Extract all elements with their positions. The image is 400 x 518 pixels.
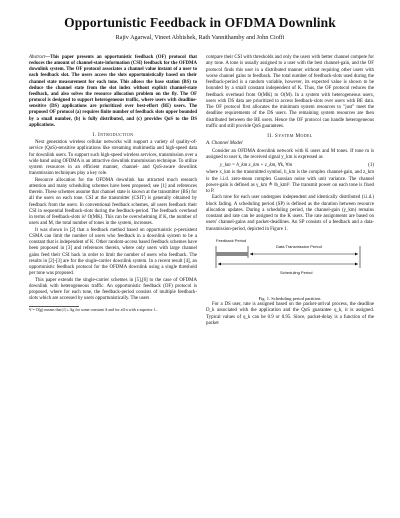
section-heading-system-model: II. System Model [267,133,313,139]
feedback-period-label: Feedback Period [216,237,247,243]
figure-caption: Fig. 1. Scheduling period partition. [258,295,322,301]
subsection-heading-channel-model: A. Channel Model [206,141,243,147]
paragraph: compare their CSI with thresholds and only the users with better channel compete for any tone. A tone is usually assigned to a user with the best channel-gain, and the OF protocol finds this user in a distributed manner without requiring other users with worse channel gains to feedback. The total number of feedback-slots used during the feedback-period is a random variable, however, its expected value is shown to be bounded by a small constant independent of K. Thus, the OF protocol reduces the feedback overhead from O(MK) to O(M). In a system with heterogeneous users, users with DS data are prioritized to access feedback-slots over users with BE data. The OF protocol first allocates the minimum system resources to "just" meet the deadline requirements of the DS users. The remaining system resources are then distributed between the BE users. Hence the OF protocol can handle heterogeneous traffic and still provide QoS guarantees. [206,55,374,129]
arrow-head-icon [218,262,221,265]
data-period-label: Data Transmission Period [276,243,322,249]
paper-title: Opportunistic Feedback in OFDMA Downlink [64,15,336,30]
arrow-head-icon [355,262,358,265]
section-heading-introduction: I. Introduction [92,131,134,138]
equation-1 [220,163,374,169]
left-column [29,55,197,312]
paper-authors: Rajiv Agarwal, Vineet Abhishek, Rath Vannithamby and John Cioffi [115,34,285,41]
paragraph: Each tone for each user undergoes independent and identically distributed (i.i.d.) block fading. A scheduling period (SP) is defined as the duration between resource allocation updates. During a scheduling period, the channel-gain (γ_km) remains constant and rate can be assigned to the K users. The rate assignments are based on users' channel-gains and packet-deadlines. An SP consists of a feedback and a data-transmission-period, depicted in Figure 1. [206,195,374,232]
paragraph: It was shown in [2] that a feedback method based on opportunistic p-persistent CSMA can limit the number of users who feedback in a downlink system to be a constant that is independent of K. Other random-access based feedback schemes have been proposed in [3] and references therein, where only users with large channel gains feed their CSI back in order to limit the number of users who feedback. The results in [2]-[3] are for the single-carrier downlink system. In a recent result [4], an opportunistic feedback protocol for the OFDMA downlink using a single threshold per tone was proposed. [29,227,197,277]
paragraph: Consider an OFDMA downlink network with K users and M tones. If tone m is assigned to user k, the received signal y_km is expressed as [206,148,374,160]
arrow-head-icon [250,252,253,255]
feedback-period-bar [216,252,248,256]
paragraph: For a DS user, rate is assigned based on the packet-arrival process, the deadline D_k associated with the application and the QoS guarantee q_k, it is assigned. Typical values of q_k can be 0.9 or 0.95. Since, packet-delay is a function of the packet [206,302,374,326]
footnote: ¹f = O(g) means that |f| ≤ Ag for some constant A and for all n with a superior f... [29,306,159,312]
paragraph: Next generation wireless cellular networks will support a variety of quality-of-service (QoS)-sensitive applications like streaming multimedia and high-speed data for downlink users. To support such high-speed wireless services, transmission over a wide band using OFDMA is an attractive downlink transmission technique. To utilize system resources in an efficient manner, channel- and QoS-aware downlink transmission techniques play a key role. [29,140,197,177]
abstract-label: Abstract [29,55,46,60]
abstract-body: —This paper presents an opportunistic feedback (OF) protocol that reduces the amount of channel-state-information (CSI) feedback for the OFDMA downlink system. The OF protocol associates a channel value instant of a user to each feedback slot. The users access the slots opportunistically based on their channel state measurement for each tone. This allows the base station (BS) to deduce the channel state from the slot index without explicit channel-state feedback, and also solves the resource allocation problem on the fly. The OF protocol is designed to support heterogeneous traffic, where users with deadline-sensitive (DS) applications are prioritized over best-effort (BE) users. The proposed OF protocol (a) requires finite number of feedback slots upper bounded by a small number, (b) is fully distributed, and (c) provides QoS to the DS applications. [29,55,197,128]
equation-number: (1) [368,162,374,168]
paragraph: where x_km is the transmitted symbol, h_km is the complex channel-gain, and z_km is the i.i.d. zero-mean complex Gaussian noise with unit variance. The channel power-gain is defined as γ_km ≜ ‖h_km‖². The transmit power on each tone is fixed to P. [206,170,374,194]
equation-body: y_km = h_km x_km + z_km, ∀k, ∀m [220,162,293,168]
paragraph: Resource allocation for the OFDMA downlink has attracted much research attention and many scheduling schemes have been proposed; see [1] and references therein. These schemes assume that channel state is known at the transmitter (BS) for all the users on each tone. CSI at the transmitter (CSIT) is generally obtained by feedback from the users. In conventional feedback schemes, all users feedback their CSI in sequential feedback-slots during the feedback-period. The feedback overhead in terms of feedback-slots is¹ O(MK). This can be overwhelming if K, the number of users and M, the total number of tones in the system, increases. [29,177,197,227]
abstract [29,55,197,129]
paragraph: This paper extends the single-carrier schemes in [5],[6] to the case of OFDMA downlink with heterogeneous traffic. An opportunistic feedback (OF) protocol is proposed, where for each tone, the feedback-period consists of multiple feedback-slots which are accessed by users opportunistically. The users [29,277,197,302]
figure-1 [206,236,374,294]
arrow-head-icon [355,252,358,255]
right-column [206,55,374,327]
scheduling-period-label: Scheduling Period [280,269,313,275]
